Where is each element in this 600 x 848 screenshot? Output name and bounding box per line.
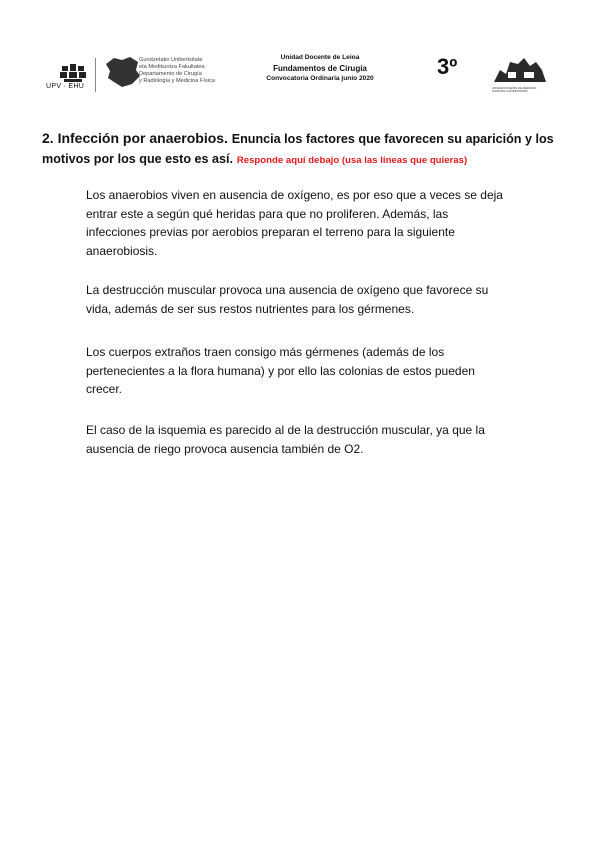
upv-ehu-label: UPV · EHU [46,83,85,90]
course-year: 3º [437,54,458,79]
answer-paragraph: Los anaerobios viven en ausencia de oxígeno, es por eso que a veces se deja entrar este a según qué heridas para que no proliferen. Además, las infecciones previas por aerobios preparan el terreno para la siguiente anaerobiosis. [86,188,503,258]
session-name: Convocatoria Ordinaria junio 2020 [266,75,374,82]
course-info [240,53,400,85]
upv-ehu-logo [54,56,96,102]
answer-paragraph: Los cuerpos extraños traen consigo más gérmenes (además de los pertenecientes a la flora humana) y por ello las colonias de estos pueden crecer. [86,345,475,396]
question-text: Enuncia los factores que favorecen su aparición y los motivos por los que esto es así. [42,132,554,166]
course-name: Fundamentos de Cirugía [273,63,367,73]
hospital-caption-line: UNIDAD DOCENTE DE MEDICINA [492,86,537,90]
faculty-line: y Radiología y Medicina Física [139,78,215,84]
document-header [0,44,600,104]
answer-instruction: Responde aquí debajo (usa las líneas que quieras) [236,155,468,166]
faculty-text [139,57,215,85]
answer-paragraph: La destrucción muscular provoca una ausencia de oxígeno que favorece su vida, además de ser sus restos nutrientes para los gérmenes. [86,283,489,316]
faculty-line: Departamento de Cirugía [139,71,202,77]
faculty-line: eta Medikuntza Fakultatea [139,64,205,70]
hospital-caption [492,87,536,94]
hospital-caption-line: HOSPITAL UNIVERSITARIO [492,89,528,94]
unit-name: Unidad Docente de Leioa [280,54,360,61]
question-title: 2. Infección por anaerobios. [42,130,228,146]
faculty-line: Gurutzetako Unibertsitate [139,57,203,63]
answer-paragraph: El caso de la isquemia es parecido al de la destrucción muscular, ya que la ausencia de riego provoca ausencia también de O2. [86,423,485,456]
basque-map-logo [102,54,142,90]
hospital-logo [490,52,550,88]
logo-divider [95,58,96,92]
question-block [42,128,562,171]
